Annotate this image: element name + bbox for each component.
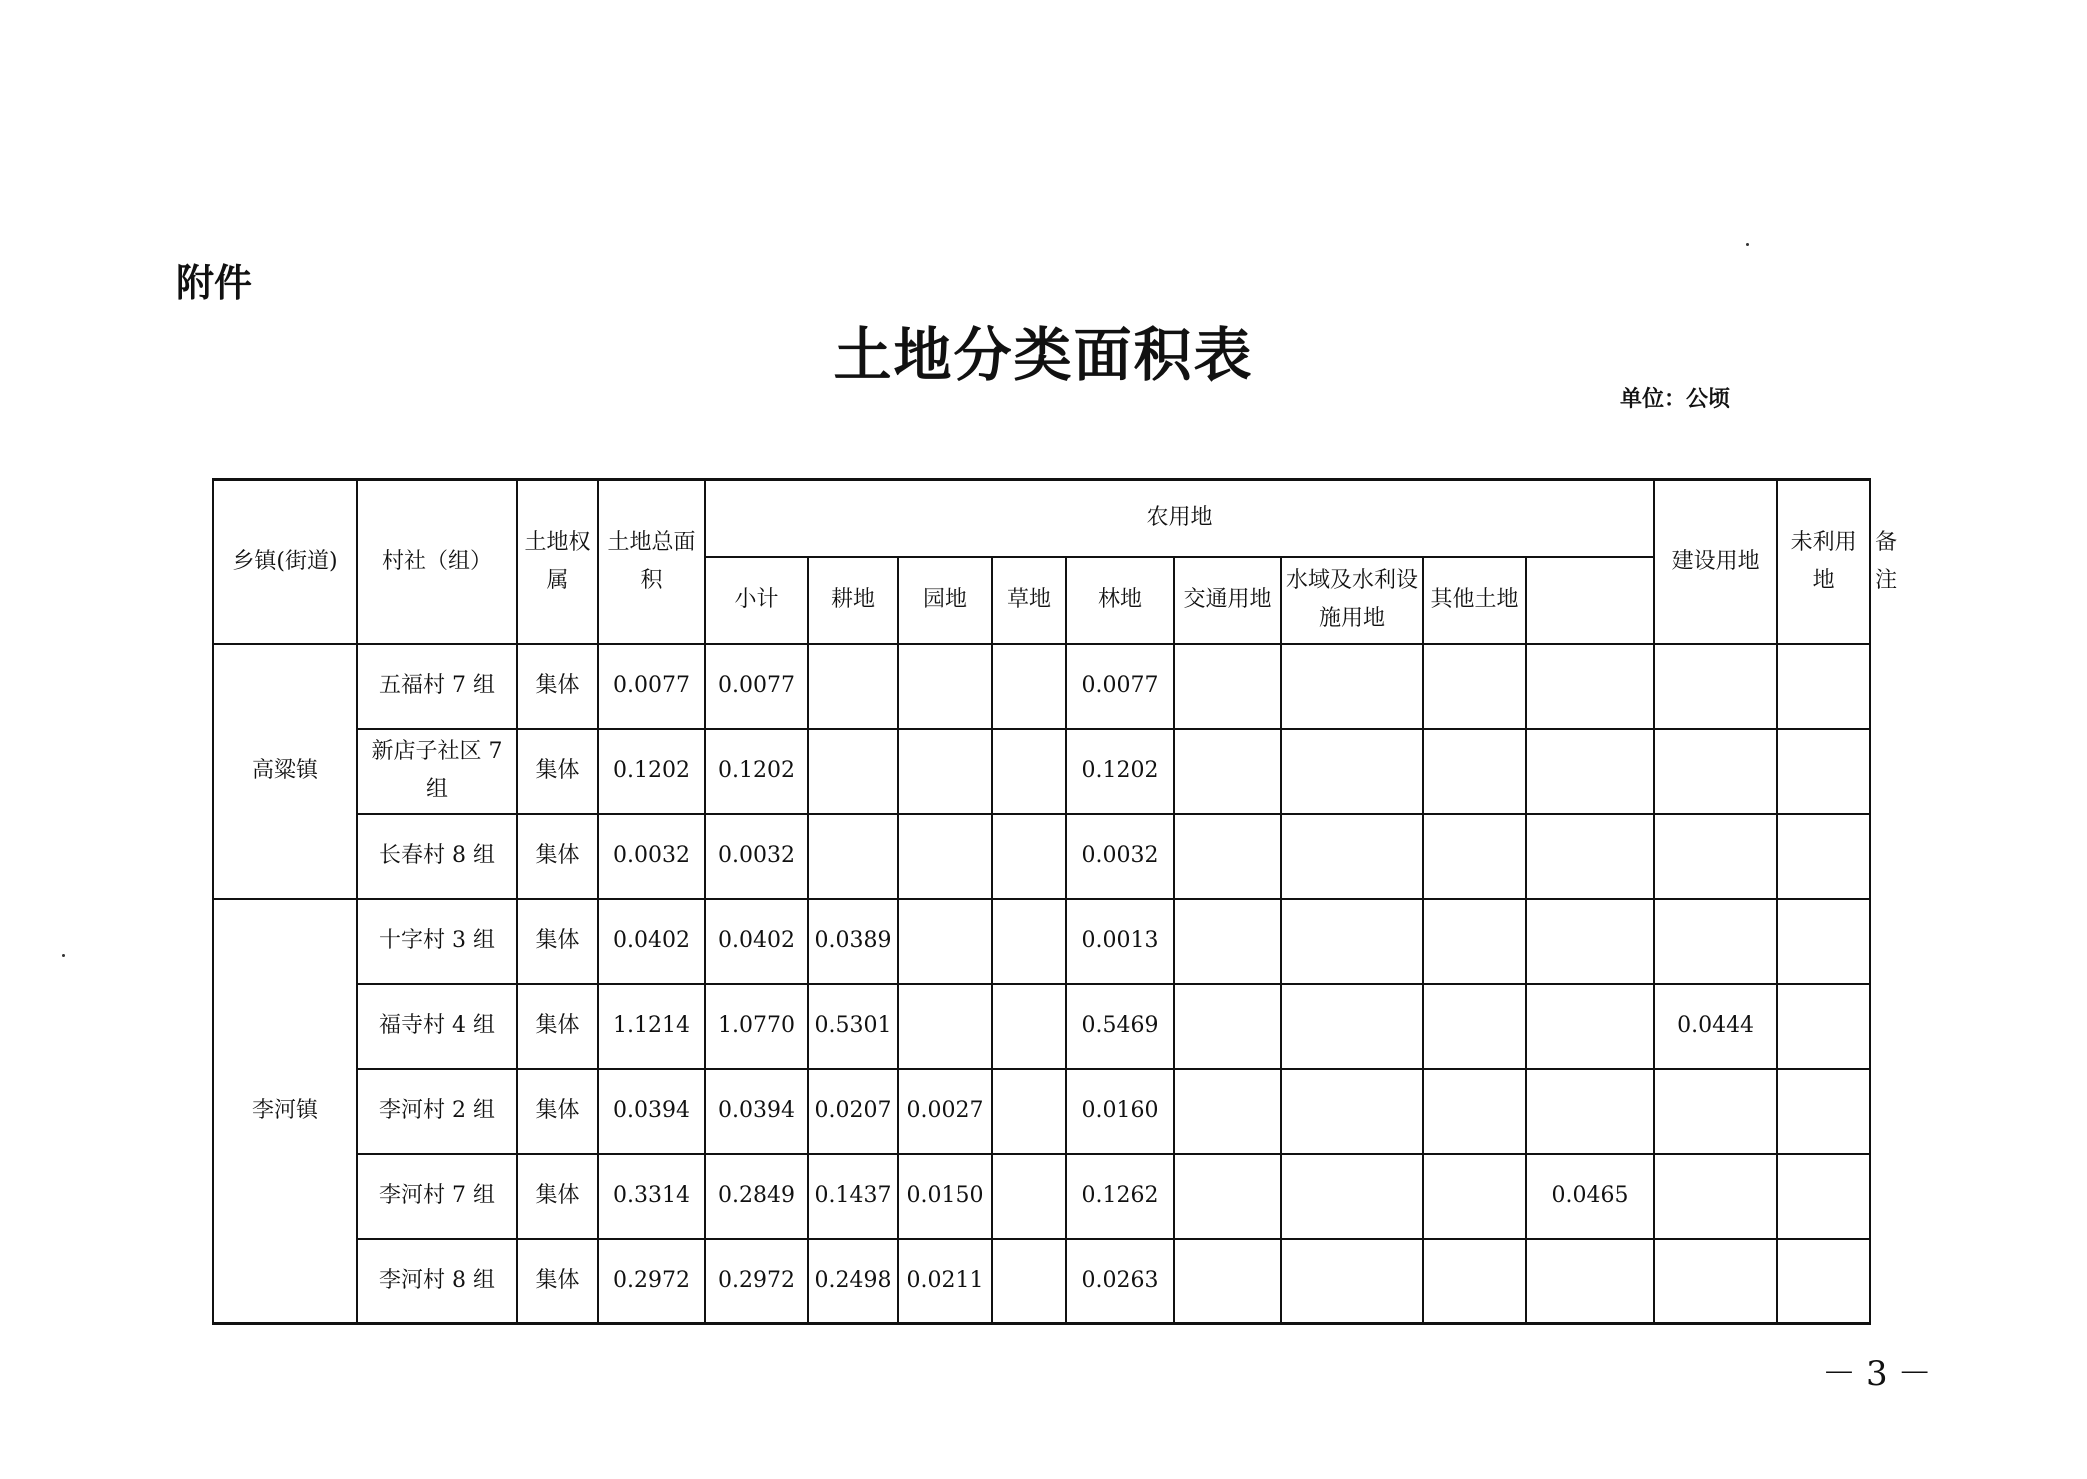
remarks-cell <box>1777 644 1870 729</box>
header-agricultural: 农用地 <box>705 480 1654 557</box>
table-row <box>213 1154 1870 1239</box>
garden-cell: 0.0027 <box>898 1069 992 1154</box>
header-ownership: 土地权属 <box>517 480 598 644</box>
water-cell <box>1281 1069 1423 1154</box>
township-cell: 高粱镇 <box>213 644 357 899</box>
table-row <box>213 729 1870 814</box>
construction-cell <box>1526 644 1654 729</box>
water-cell <box>1281 1154 1423 1239</box>
grass-cell <box>992 1239 1066 1324</box>
ownership-cell: 集体 <box>517 984 598 1069</box>
scan-speck <box>62 954 65 957</box>
transport-cell <box>1174 729 1281 814</box>
table-row <box>213 644 1870 729</box>
construction-cell <box>1526 984 1654 1069</box>
table-row <box>213 1069 1870 1154</box>
cultivated-cell: 0.1437 <box>808 1154 898 1239</box>
cultivated-cell <box>808 729 898 814</box>
unused-cell <box>1654 1239 1777 1324</box>
other-cell <box>1423 1069 1526 1154</box>
garden-cell <box>898 984 992 1069</box>
total-cell: 0.3314 <box>598 1154 705 1239</box>
header-transport: 交通用地 <box>1174 557 1281 644</box>
total-cell: 0.0394 <box>598 1069 705 1154</box>
header-construction: 建设用地 <box>1654 480 1777 644</box>
header-total-area: 土地总面积 <box>598 480 705 644</box>
forest-cell: 0.1262 <box>1066 1154 1174 1239</box>
remarks-cell <box>1777 984 1870 1069</box>
ownership-cell: 集体 <box>517 729 598 814</box>
subtotal-cell: 0.2972 <box>705 1239 808 1324</box>
transport-cell <box>1174 984 1281 1069</box>
other-cell <box>1423 729 1526 814</box>
ownership-cell: 集体 <box>517 644 598 729</box>
subtotal-cell: 0.0402 <box>705 899 808 984</box>
village-cell: 新店子社区 7 组 <box>357 729 517 814</box>
subtotal-cell: 1.0770 <box>705 984 808 1069</box>
unused-cell <box>1654 899 1777 984</box>
other-cell <box>1423 984 1526 1069</box>
construction-cell <box>1526 1239 1654 1324</box>
table-row <box>213 814 1870 899</box>
header-water: 水域及水利设施用地 <box>1281 557 1423 644</box>
header-grass: 草地 <box>992 557 1066 644</box>
table-row <box>213 899 1870 984</box>
other-cell <box>1423 644 1526 729</box>
subtotal-cell: 0.2849 <box>705 1154 808 1239</box>
garden-cell <box>898 729 992 814</box>
village-cell: 长春村 8 组 <box>357 814 517 899</box>
unused-cell <box>1654 729 1777 814</box>
water-cell <box>1281 814 1423 899</box>
village-cell: 李河村 7 组 <box>357 1154 517 1239</box>
other-cell <box>1423 1239 1526 1324</box>
header-garden: 园地 <box>898 557 992 644</box>
ownership-cell: 集体 <box>517 1239 598 1324</box>
water-cell <box>1281 644 1423 729</box>
grass-cell <box>992 984 1066 1069</box>
transport-cell <box>1174 814 1281 899</box>
cultivated-cell <box>808 814 898 899</box>
attachment-label: 附件 <box>176 261 253 305</box>
garden-cell <box>898 814 992 899</box>
water-cell <box>1281 729 1423 814</box>
subtotal-cell: 0.0077 <box>705 644 808 729</box>
forest-cell: 0.5469 <box>1066 984 1174 1069</box>
other-cell <box>1423 814 1526 899</box>
remarks-cell <box>1777 1069 1870 1154</box>
total-cell: 1.1214 <box>598 984 705 1069</box>
total-cell: 0.0402 <box>598 899 705 984</box>
ownership-cell: 集体 <box>517 1154 598 1239</box>
water-cell <box>1281 984 1423 1069</box>
grass-cell <box>992 1154 1066 1239</box>
remarks-cell <box>1777 899 1870 984</box>
garden-cell: 0.0150 <box>898 1154 992 1239</box>
total-cell: 0.0032 <box>598 814 705 899</box>
construction-cell: 0.0465 <box>1526 1154 1654 1239</box>
unused-cell <box>1654 1069 1777 1154</box>
land-classification-table <box>212 478 1898 1325</box>
garden-cell: 0.0211 <box>898 1239 992 1324</box>
forest-cell: 0.0032 <box>1066 814 1174 899</box>
water-cell <box>1281 899 1423 984</box>
document-title: 土地分类面积表 <box>833 321 1254 389</box>
subtotal-cell: 0.0032 <box>705 814 808 899</box>
header-forest: 林地 <box>1066 557 1174 644</box>
cultivated-cell: 0.0207 <box>808 1069 898 1154</box>
grass-cell <box>992 729 1066 814</box>
header-township: 乡镇(街道) <box>213 480 357 644</box>
other-cell <box>1423 899 1526 984</box>
grass-cell <box>992 814 1066 899</box>
garden-cell <box>898 899 992 984</box>
grass-cell <box>992 1069 1066 1154</box>
remarks-cell <box>1777 1154 1870 1239</box>
total-cell: 0.0077 <box>598 644 705 729</box>
cultivated-cell: 0.5301 <box>808 984 898 1069</box>
village-cell: 李河村 8 组 <box>357 1239 517 1324</box>
header-subtotal: 小计 <box>705 557 808 644</box>
unused-cell <box>1654 814 1777 899</box>
transport-cell <box>1174 1069 1281 1154</box>
construction-cell <box>1526 814 1654 899</box>
village-cell: 五福村 7 组 <box>357 644 517 729</box>
transport-cell <box>1174 1154 1281 1239</box>
subtotal-cell: 0.1202 <box>705 729 808 814</box>
village-cell: 李河村 2 组 <box>357 1069 517 1154</box>
unit-label: 单位：公顷 <box>1620 386 1731 412</box>
transport-cell <box>1174 644 1281 729</box>
transport-cell <box>1174 899 1281 984</box>
cultivated-cell: 0.2498 <box>808 1239 898 1324</box>
remarks-cell <box>1777 814 1870 899</box>
water-cell <box>1281 1239 1423 1324</box>
transport-cell <box>1174 1239 1281 1324</box>
other-cell <box>1423 1154 1526 1239</box>
village-cell: 福寺村 4 组 <box>357 984 517 1069</box>
header-row-top: 乡镇(街道) 村社（组） 土地权属 土地总面积 农用地 建设用地 未利用地 备注 <box>213 480 1870 557</box>
township-cell: 李河镇 <box>213 899 357 1324</box>
village-cell: 十字村 3 组 <box>357 899 517 984</box>
table-row <box>213 984 1870 1069</box>
garden-cell <box>898 644 992 729</box>
grass-cell <box>992 899 1066 984</box>
construction-cell <box>1526 729 1654 814</box>
header-cultivated: 耕地 <box>808 557 898 644</box>
grass-cell <box>992 644 1066 729</box>
forest-cell: 0.0263 <box>1066 1239 1174 1324</box>
cultivated-cell <box>808 644 898 729</box>
remarks-cell <box>1777 729 1870 814</box>
cultivated-cell: 0.0389 <box>808 899 898 984</box>
page-number: －3－ <box>1822 1354 1942 1394</box>
unused-cell <box>1654 644 1777 729</box>
total-cell: 0.2972 <box>598 1239 705 1324</box>
forest-cell: 0.0077 <box>1066 644 1174 729</box>
ownership-cell: 集体 <box>517 899 598 984</box>
header-other: 其他土地 <box>1423 557 1526 644</box>
construction-cell <box>1526 899 1654 984</box>
subtotal-cell: 0.0394 <box>705 1069 808 1154</box>
unused-cell: 0.0444 <box>1654 984 1777 1069</box>
total-cell: 0.1202 <box>598 729 705 814</box>
ownership-cell: 集体 <box>517 1069 598 1154</box>
header-unused: 未利用地 <box>1777 480 1870 644</box>
construction-cell <box>1526 1069 1654 1154</box>
forest-cell: 0.1202 <box>1066 729 1174 814</box>
remarks-cell <box>1777 1239 1870 1324</box>
forest-cell: 0.0013 <box>1066 899 1174 984</box>
table-row <box>213 1239 1870 1324</box>
header-village: 村社（组） <box>357 480 517 644</box>
ownership-cell: 集体 <box>517 814 598 899</box>
forest-cell: 0.0160 <box>1066 1069 1174 1154</box>
unused-cell <box>1654 1154 1777 1239</box>
scan-speck <box>1746 243 1749 246</box>
